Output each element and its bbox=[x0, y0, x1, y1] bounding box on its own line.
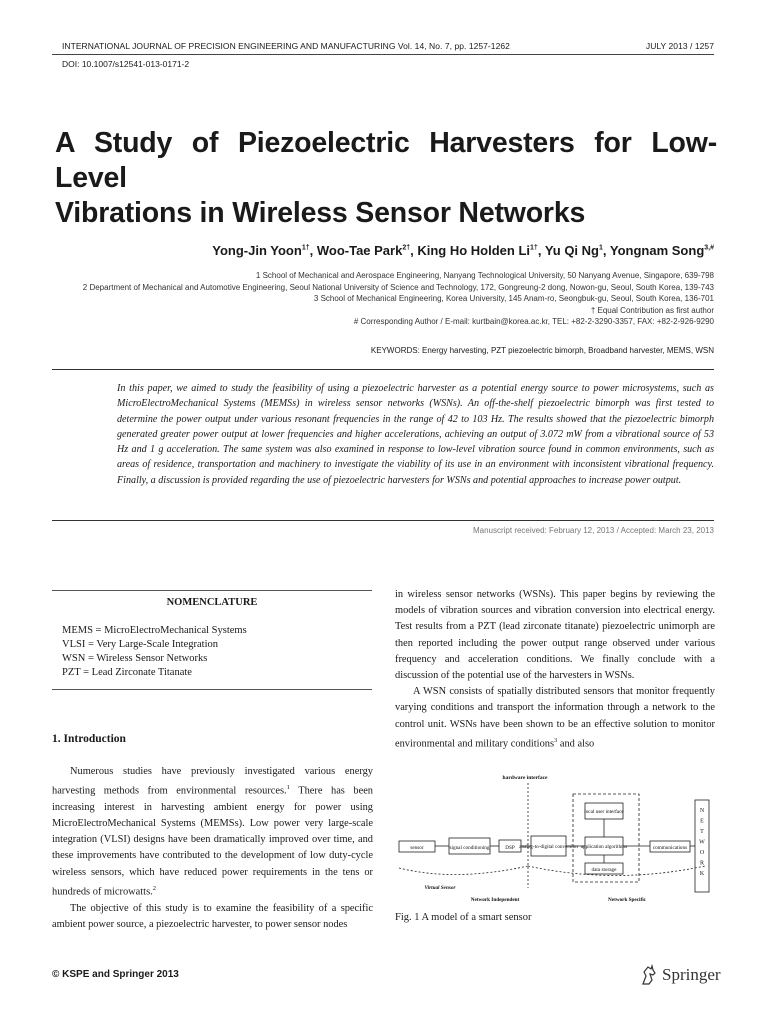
author-affiliation-mark: 3,# bbox=[704, 244, 714, 252]
left-column-text bbox=[52, 764, 373, 933]
citation[interactable]: 1 bbox=[286, 784, 290, 792]
paragraph: in wireless sensor networks (WSNs). This paper begins by reviewing the models of vibration sources and vibration conversion into electrical energy. Test results from a PZT (lead zirconate titanate) piezoelectric unimorph are then reported including the power output range observed under various frequency and acceleration conditions. We finally conclude with a discussion of the potential use of the harvesters in WSNs. bbox=[395, 589, 715, 682]
corresponding-author: # Corresponding Author / E-mail: kurtbain@korea.ac.kr, TEL: +82-2-3290-3357, FAX: +82-2-926-9290 bbox=[353, 317, 714, 326]
springer-wordmark: Springer bbox=[662, 965, 721, 984]
nomenclature-top-rule bbox=[52, 590, 372, 591]
author-affiliation-mark: 2† bbox=[402, 244, 411, 252]
nomenclature-item: MEMS = MicroElectroMechanical Systems bbox=[62, 625, 247, 636]
header-rule bbox=[52, 54, 714, 55]
journal-name: INTERNATIONAL JOURNAL OF PRECISION ENGINEERING AND MANUFACTURING Vol. 14, No. 7, pp. 1257-1262 bbox=[62, 41, 510, 51]
virtual-sensor-label: Virtual Sensor bbox=[424, 885, 456, 891]
abstract-bottom-rule bbox=[52, 520, 714, 521]
paragraph bbox=[52, 764, 373, 901]
nomenclature-list bbox=[62, 624, 247, 680]
nomenclature-box bbox=[52, 590, 372, 690]
dsp-label: DSP bbox=[505, 845, 515, 851]
affiliation-3: 3 School of Mechanical Engineering, Korea University, 145 Anam-ro, Seongbuk-gu, Seoul, South Korea, 136-701 bbox=[313, 294, 714, 303]
issue-page: JULY 2013 / 1257 bbox=[645, 41, 714, 51]
author: Yongnam Song bbox=[609, 243, 705, 258]
communications-label: communications bbox=[652, 845, 688, 851]
author-affiliation-mark: 1 bbox=[598, 244, 603, 252]
affiliation-2: 2 Department of Mechanical and Automotive Engineering, Seoul National University of Science and Technology, 172, Gongreung-2 dong, Nowon-gu, Seoul, South Korea, 139-743 bbox=[82, 282, 714, 292]
author: Yu Qi Ng bbox=[544, 243, 599, 258]
citation[interactable]: 3 bbox=[554, 736, 558, 744]
springer-horse-icon bbox=[640, 964, 658, 986]
figure-caption: Fig. 1 A model of a smart sensor bbox=[395, 912, 532, 923]
network-specific-label: Network Specific bbox=[608, 897, 646, 903]
doi[interactable]: DOI: 10.1007/s12541-013-0171-2 bbox=[62, 59, 190, 69]
paper-title bbox=[55, 126, 717, 231]
network-letter: O bbox=[699, 850, 705, 856]
abstract-top-rule bbox=[52, 369, 714, 370]
citation[interactable]: 2 bbox=[152, 884, 156, 892]
adc-label: analog-to-digital conversion bbox=[519, 844, 578, 850]
equal-contribution-note: † Equal Contribution as first author bbox=[590, 305, 714, 315]
signal-conditioning-label: signal conditioning bbox=[449, 845, 490, 851]
application-label: application algorithms bbox=[580, 844, 628, 850]
network-letter: E bbox=[700, 818, 704, 825]
data-storage-label: data storage bbox=[591, 867, 617, 873]
abstract: In this paper, we aimed to study the feasibility of using a piezoelectric harvester as a potential energy source to power microsystems, such as MicroElectroMechanical Systems (MEMSs) in wireless sensor networks (WSNs). An off-the-shelf piezoelectric bimorph was first tested to determine the power output under various resonant frequencies in the range of 42 to 103 Hz. The results showed that the piezoelectric bimorph generated greater power output at lower frequencies and higher accelerations, achieving an output of 3.072 mW from a vibrational source of 53 Hz and 1 g acceleration. The same system was also examined in response to low-level vibration source found in common environments, such as areas of residence, transportation and machinery to investigate the viability of its use in an environment with inconsistent vibrational frequency. Finally, a discussion is provided regarding the use of piezoelectric harvesters for WSNs and potential approaches to increase power output. bbox=[117, 383, 714, 486]
nomenclature-item: WSN = Wireless Sensor Networks bbox=[62, 653, 208, 664]
keywords: KEYWORDS: Energy harvesting, PZT piezoelectric bimorph, Broadband harvester, MEMS, WSN bbox=[370, 346, 714, 355]
author: Yong-Jin Yoon bbox=[212, 243, 302, 258]
local-ui-label: local user interface bbox=[584, 809, 624, 815]
nomenclature-item: VLSI = Very Large-Scale Integration bbox=[62, 639, 218, 650]
paragraph: The objective of this study is to examine the feasibility of a specific ambient power source, a piezoelectric harvester, to power sensor nodes bbox=[52, 902, 373, 930]
text-run: There has been increasing interest in harvesting ambient energy for power using MicroElectroMechanical Systems (MEMSs). Low power very large-scale integration (VLSI) designs have been dramatically improved over time, and these improvements have contributed to the development of low duty-cycle wireless sensors, which have reduced power requirements in the tens or hundreds of microwatts. bbox=[52, 785, 373, 898]
nomenclature-bottom-rule bbox=[52, 689, 372, 690]
author: King Ho Holden Li bbox=[417, 243, 531, 258]
nomenclature-item: PZT = Lead Zirconate Titanate bbox=[62, 667, 192, 678]
author-list: Yong-Jin Yoon$^{1\dagger}$, Woo-Tae Park$^{2\dagger}$, King Ho Holden $Li^{1\dagger}$, Yu Qi Ng$^1$, Yongnam Song$^{3,\#}$ bbox=[212, 243, 714, 258]
text-run: and also bbox=[557, 738, 595, 750]
network-independent-label: Network Independent bbox=[470, 897, 520, 903]
nomenclature-title: NOMENCLATURE bbox=[166, 597, 258, 608]
right-column-text bbox=[395, 587, 715, 753]
network-letter: K bbox=[699, 871, 705, 877]
manuscript-dates: Manuscript received: February 12, 2013 / Accepted: March 23, 2013 bbox=[472, 526, 714, 535]
network-letter: N bbox=[699, 808, 705, 814]
network-letter: R bbox=[699, 860, 705, 867]
network-letter: T bbox=[700, 829, 704, 835]
running-header bbox=[62, 41, 714, 51]
section-heading: 1. Introduction bbox=[52, 733, 126, 745]
author-affiliation-mark: 1† bbox=[530, 244, 538, 252]
title-line-1: A Study of Piezoelectric Harvesters for Low-Level bbox=[55, 127, 717, 194]
author: Woo-Tae Park bbox=[316, 243, 403, 258]
hardware-interface-label: hardware interface bbox=[502, 775, 548, 781]
affiliations bbox=[14, 270, 714, 328]
affiliation-1: 1 School of Mechanical and Aerospace Engineering, Nanyang Technological University, 50 Nanyang Avenue, Singapore, 639-798 bbox=[255, 271, 714, 280]
text-run: A WSN consists of spatially distributed sensors that monitor frequently varying conditions and transport the information through a network to the control unit. WSNs have been shown to be an effective solution to monitor environmental and military conditions bbox=[395, 686, 715, 750]
copyright: © KSPE and Springer 2013 bbox=[52, 969, 179, 980]
text-run: Numerous studies have previously investigated various energy harvesting methods from environmental resources. bbox=[52, 766, 373, 797]
title-line-2: Vibrations in Wireless Sensor Networks bbox=[55, 197, 586, 229]
springer-logo-block bbox=[640, 964, 721, 992]
sensor-label: sensor bbox=[410, 845, 424, 851]
paragraph bbox=[395, 684, 715, 752]
network-letter: W bbox=[699, 839, 705, 846]
author-affiliation-mark: 1† bbox=[301, 244, 310, 252]
smart-sensor-diagram bbox=[395, 770, 715, 908]
